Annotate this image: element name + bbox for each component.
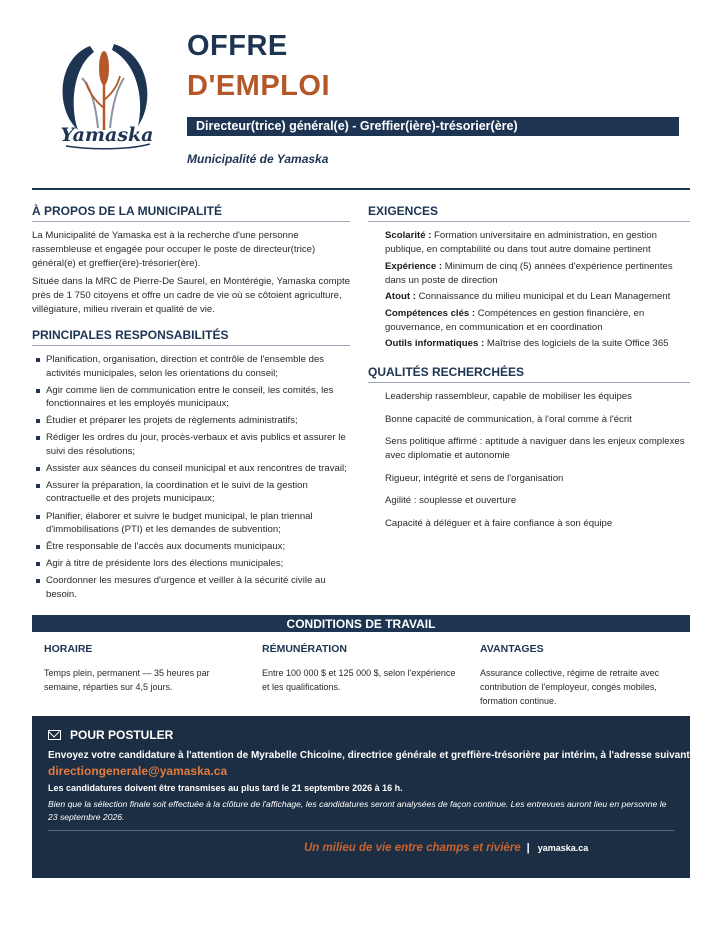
- qualities-list: [368, 390, 690, 531]
- apply-divider: [48, 830, 674, 831]
- list-item: [385, 307, 690, 335]
- apply-deadline: Les candidatures doivent être transmises au plus tard le 21 septembre 2026 à 16 h.: [48, 783, 403, 793]
- list-item: Rigueur, intégrité et sens de l'organisation: [385, 472, 564, 484]
- apply-note: Bien que la sélection finale soit effectuée à la clôture de l'affichage, les candidatures seront analysées de façon continue. Les entrevues auront lieu en personne le 23 septembre 2026.: [48, 799, 667, 822]
- conditions-heading: CONDITIONS DE TRAVAIL: [32, 615, 690, 632]
- conditions-schedule: [44, 643, 244, 694]
- job-title-bar: Directeur(trice) général(e) - Greffier(ière)-trésorier(ère): [187, 117, 679, 136]
- conditions-salary: [262, 643, 462, 694]
- requirement-label: Scolarité :: [385, 230, 432, 241]
- employer-name: Municipalité de Yamaska: [187, 152, 329, 166]
- apply-heading-text: POUR POSTULER: [70, 728, 174, 742]
- list-item: Assister aux séances du conseil municipal et aux rencontres de travail;: [32, 462, 350, 476]
- apply-email-link[interactable]: directiongenerale@yamaska.ca: [48, 764, 228, 778]
- list-item: Rédiger les ordres du jour, procès-verbaux et avis publics et assurer le suivi des résolutions;: [32, 431, 350, 458]
- list-item: Planification, organisation, direction et contrôle de l'ensemble des activités municipales, selon les orientations du conseil;: [32, 353, 350, 380]
- page-title-line2: D'EMPLOI: [187, 70, 331, 102]
- requirements-list: [368, 229, 690, 351]
- qualities-heading: QUALITÉS RECHERCHÉES: [368, 365, 690, 383]
- list-item: [385, 229, 690, 257]
- list-item: Agilité : souplesse et ouverture: [385, 495, 517, 506]
- about-paragraph: La Municipalité de Yamaska est à la recherche d'une personne rassembleuse et engagée pour occuper le poste de directeur(trice) général(e) et greffier(ère)-trésorier(ère).: [32, 230, 316, 269]
- salary-text: Entre 100 000 $ et 125 000 $, selon l'expérience et les qualifications.: [262, 668, 456, 692]
- slogan: Un milieu de vie entre champs et rivière: [304, 842, 521, 854]
- left-column: [32, 204, 350, 605]
- page-title-line1: OFFRE: [187, 30, 288, 62]
- apply-heading: [48, 728, 173, 742]
- list-item: Assurer la préparation, la coordination et le suivi de la gestion contractuelle et des projets municipaux;: [32, 479, 350, 506]
- list-item: Agir à titre de présidente lors des élections municipales;: [32, 557, 350, 571]
- requirement-text: Maîtrise des logiciels de la suite Office 365: [484, 338, 669, 349]
- list-item: Planifier, élaborer et suivre le budget municipal, le plan triennal d'immobilisations (PTI) et les demandes de subvention;: [32, 510, 350, 537]
- requirement-label: Expérience :: [385, 260, 443, 272]
- list-item: Bonne capacité de communication, à l'oral comme à l'écrit: [385, 413, 632, 425]
- list-item: [385, 260, 690, 288]
- header-divider: [32, 188, 690, 190]
- logo-wordmark: Yamaska: [60, 124, 154, 146]
- list-item: [385, 290, 690, 304]
- apply-instruction: Envoyez votre candidature à l'attention de Myrabelle Chicoine, directrice générale et greffière-trésorière par intérim, à l'adresse suivante: [48, 750, 696, 761]
- list-item: [385, 337, 690, 351]
- requirement-label: Atout :: [385, 291, 416, 302]
- apply-box: [32, 716, 696, 878]
- requirement-text: Compétences en gestion financière, en gouvernance, en communication et en coordination: [385, 307, 645, 333]
- right-column: [368, 204, 690, 539]
- responsibilities-list: [32, 353, 350, 601]
- envelope-icon: [48, 730, 61, 740]
- website-link[interactable]: yamaska.ca: [537, 843, 589, 853]
- requirement-text: Connaissance du milieu municipal et du Lean Management: [415, 291, 671, 302]
- list-item: Étudier et préparer les projets de règlements administratifs;: [32, 414, 350, 428]
- list-item: Sens politique affirmé : aptitude à naviguer dans les enjeux complexes avec diplomatie et autonomie: [385, 436, 685, 461]
- list-item: Capacité à déléguer et à faire confiance à son équipe: [385, 517, 613, 529]
- requirement-text: Formation universitaire en administration, en gestion publique, en comptabilité ou dans tout autre domaine pertinent: [385, 230, 657, 255]
- requirement-text: Minimum de cinq (5) années d'expérience pertinentes dans un poste de direction: [385, 260, 673, 286]
- separator: |: [526, 842, 530, 854]
- yamaska-logo: [52, 38, 162, 153]
- benefits-text: Assurance collective, régime de retraite avec contribution de l'employeur, congés mobiles, formation continue.: [480, 668, 660, 706]
- responsibilities-heading: PRINCIPALES RESPONSABILITÉS: [32, 328, 350, 346]
- list-item: Coordonner les mesures d'urgence et veiller à la sécurité civile au besoin.: [32, 574, 350, 601]
- list-item: Être responsable de l'accès aux documents municipaux;: [32, 540, 350, 554]
- conditions-benefits: [480, 643, 680, 708]
- schedule-heading: HORAIRE: [44, 643, 93, 655]
- footer-slogan-row: [304, 842, 588, 854]
- about-heading: À PROPOS DE LA MUNICIPALITÉ: [32, 204, 350, 222]
- requirements-heading: EXIGENCES: [368, 204, 690, 222]
- requirement-label: Compétences clés :: [385, 307, 476, 319]
- about-paragraph: Située dans la MRC de Pierre-De Saurel, en Montérégie, Yamaska compte près de 1 750 citoyens et offre un cadre de vie où se côtoient agriculture, villégiature, milieu riverain et qualité de vie.: [32, 276, 350, 315]
- list-item: Leadership rassembleur, capable de mobiliser les équipes: [385, 391, 632, 402]
- requirement-label: Outils informatiques :: [385, 338, 485, 349]
- salary-heading: RÉMUNÉRATION: [262, 643, 347, 655]
- list-item: Agir comme lien de communication entre le conseil, les comités, les fonctionnaires et les employés municipaux;: [32, 384, 350, 411]
- benefits-heading: AVANTAGES: [480, 643, 544, 655]
- schedule-text: Temps plein, permanent — 35 heures par semaine, réparties sur 4,5 jours.: [44, 668, 210, 692]
